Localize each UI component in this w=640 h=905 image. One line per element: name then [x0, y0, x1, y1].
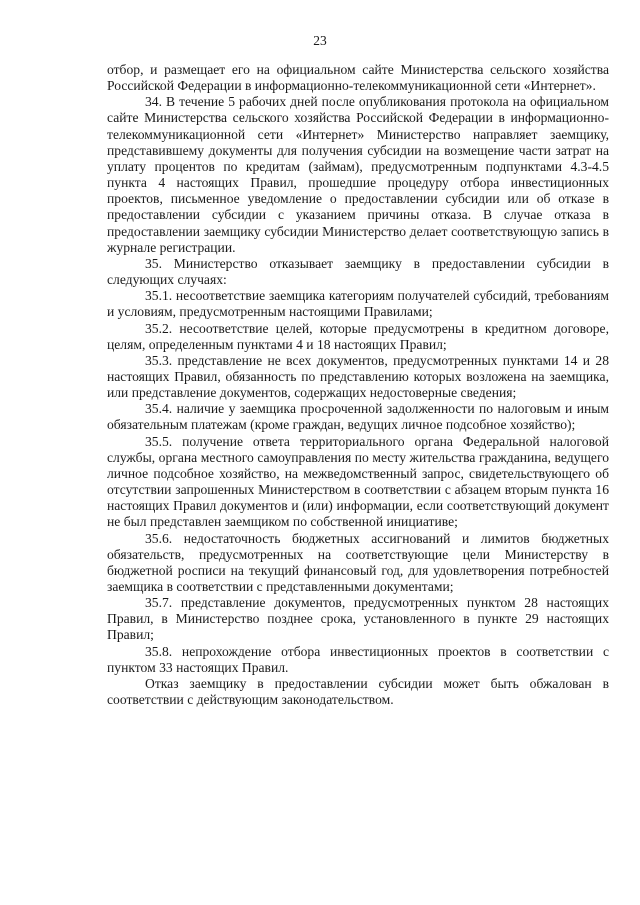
paragraph-35-5: 35.5. получение ответа территориального органа Федеральной налоговой службы, органа местного самоуправления по месту жительства гражданина, ведущего личное подсобное хозяйство, на межведомственный запрос, свидетельствующего об отсутствии запрошенных Министерством в соответствии с абзацем вторым пункта 16 настоящих Правил документов и (или) информации, если соответствующий документ не был представлен заемщиком по собственной инициативе; [107, 433, 609, 530]
paragraph-appeal: Отказ заемщику в предоставлении субсидии может быть обжалован в соответствии с действующим законодательством. [107, 675, 609, 708]
paragraph-34: 34. В течение 5 рабочих дней после опубликования протокола на официальном сайте Министерства сельского хозяйства Российской Федерации в информационно-телекоммуникационной сети «Интернет» Министерство направляет заемщику, представившему документы для получения субсидии на возмещение части затрат на уплату процентов по кредитам (займам), предусмотренным подпунктами 4.3-4.5 пункта 4 настоящих Правил, прошедшие процедуру отбора инвестиционных проектов, письменное уведомление о предоставлении субсидии или об отказе в предоставлении субсидии с указанием причины отказа. В случае отказа в предоставлении заемщику субсидии Министерство делает соответствующую запись в журнале регистрации. [107, 94, 609, 255]
paragraph-35-1: 35.1. несоответствие заемщика категориям получателей субсидий, требованиям и условиям, предусмотренным настоящими Правилами; [107, 288, 609, 320]
paragraph-35: 35. Министерство отказывает заемщику в предоставлении субсидии в следующих случаях: [107, 255, 609, 288]
paragraph-35-6: 35.6. недостаточность бюджетных ассигнований и лимитов бюджетных обязательств, предусмотренных на соответствующие цели Министерству в бюджетной росписи на текущий финансовый год, для удовлетворения потребностей заемщика в соответствии с представленными документами; [107, 530, 609, 594]
paragraph-35-4: 35.4. наличие у заемщика просроченной задолженности по налоговым и иным обязательным платежам (кроме граждан, ведущих личное подсобное хозяйство); [107, 401, 609, 433]
paragraph-35-7: 35.7. представление документов, предусмотренных пунктом 28 настоящих Правил, в Министерство позднее срока, установленного в пункте 29 настоящих Правил; [107, 595, 609, 643]
paragraph-35-3: 35.3. представление не всех документов, предусмотренных пунктами 14 и 28 настоящих Правил, обязанность по представлению которых возложена на заемщика, или представление документов, содержащих недостоверные сведения; [107, 352, 609, 401]
page-number: 23 [313, 33, 327, 48]
document-body [107, 62, 609, 708]
paragraph-continuation: отбор, и размещает его на официальном сайте Министерства сельского хозяйства Российской Федерации в информационно-телекоммуникационной сети «Интернет». [107, 62, 609, 94]
paragraph-35-8: 35.8. непрохождение отбора инвестиционных проектов в соответствии с пунктом 33 настоящих Правил. [107, 643, 609, 675]
paragraph-35-2: 35.2. несоответствие целей, которые предусмотрены в кредитном договоре, целям, определенным пунктами 4 и 18 настоящих Правил; [107, 320, 609, 352]
